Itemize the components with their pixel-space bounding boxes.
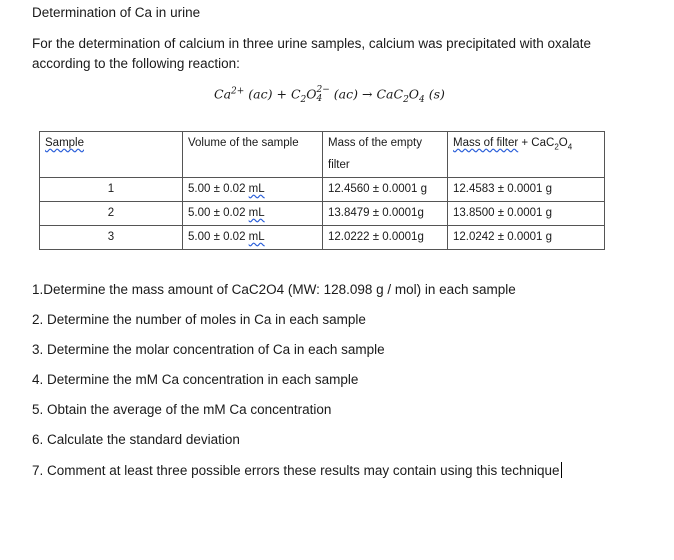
question-4: 4. Determine the mM Ca concentration in each sample [32, 372, 359, 387]
table-row [40, 202, 605, 226]
table-row [40, 178, 605, 202]
product-sub-c: 2 [403, 95, 409, 105]
oxalate-sub-c: 2 [300, 95, 307, 105]
text-cursor [561, 462, 562, 478]
table-header-row [40, 132, 605, 178]
question-2: 2. Determine the number of moles in Ca in each sample [32, 312, 366, 327]
cell-volume-value: 5.00 ± 0.02 [188, 207, 246, 219]
header-mass-filter-prefix: Mass of filter [453, 137, 519, 149]
product-state: (s) [428, 86, 445, 102]
oxalate-sub-o: 4 [316, 94, 323, 104]
intro-paragraph [32, 34, 632, 74]
question-1: 1.Determine the mass amount of CaC2O4 (MW: 128.098 g / mol) in each sample [32, 282, 516, 297]
header-sample [40, 132, 183, 178]
oxalate-charge: 2− [316, 85, 330, 95]
product-o: O [408, 86, 420, 102]
header-mass-empty-line1: Mass of the empty [328, 137, 422, 149]
intro-line-1: For the determination of calcium in three urine samples, calcium was precipitated with oxalate [32, 36, 592, 51]
cell-mass-filter: 12.0242 ± 0.0001 g [448, 226, 605, 250]
header-mass-filter [448, 132, 605, 178]
cell-mass-empty [323, 202, 448, 226]
header-mass-empty [323, 132, 448, 178]
question-3: 3. Determine the molar concentration of Ca in each sample [32, 342, 385, 357]
calcium-charge: 2+ [231, 86, 245, 97]
oxalate-c: C [290, 86, 301, 102]
cell-volume [183, 226, 323, 250]
product-cac: CaC [376, 86, 404, 102]
header-volume [183, 132, 323, 178]
cell-mass-empty-text: 12.0222 ± 0.0001g [328, 231, 424, 243]
cell-mass-empty-text: 13.8479 ± 0.0001g [328, 207, 424, 219]
header-mass-empty-line2: filter [328, 159, 350, 171]
oxalate-o: O [306, 86, 317, 102]
table-row [40, 226, 605, 250]
cell-volume-unit: mL [248, 183, 265, 195]
cell-volume [183, 202, 323, 226]
header-mass-filter-o: O [558, 137, 568, 149]
cell-mass-empty [323, 226, 448, 250]
plus-sign: + [276, 86, 287, 102]
document-title: Determination of Ca in urine [32, 5, 201, 20]
header-volume-label: Volume of the sample [188, 137, 299, 149]
cell-volume-unit: mL [248, 231, 265, 243]
cell-volume-value: 5.00 ± 0.02 [188, 183, 246, 195]
intro-line-2: according to the following reaction: [32, 56, 240, 71]
cell-mass-filter: 12.4583 ± 0.0001 g [448, 178, 605, 202]
cell-volume-unit: mL [248, 207, 265, 219]
header-mass-filter-suffix: + CaC [521, 137, 555, 149]
reaction-equation [214, 86, 445, 105]
header-mass-filter-sub1: 2 [554, 142, 559, 152]
question-7: 7. Comment at least three possible errors these results may contain using this technique [32, 463, 560, 478]
cell-volume-value: 5.00 ± 0.02 [188, 231, 246, 243]
question-5: 5. Obtain the average of the mM Ca concentration [32, 402, 332, 417]
oxalate-state: (ac) [333, 86, 359, 102]
reaction-arrow: → [362, 86, 373, 102]
header-mass-filter-sub2: 4 [567, 142, 573, 152]
data-table [39, 131, 605, 250]
cell-sample: 3 [40, 226, 183, 250]
header-sample-label: Sample [45, 137, 84, 149]
cell-mass-empty: 12.4560 ± 0.0001 g [323, 178, 448, 202]
question-6: 6. Calculate the standard deviation [32, 432, 240, 447]
cell-volume [183, 178, 323, 202]
cell-mass-filter: 13.8500 ± 0.0001 g [448, 202, 605, 226]
product-sub-o: 4 [419, 95, 425, 105]
calcium-state: (ac) [248, 86, 273, 102]
question-7-container[interactable] [32, 462, 562, 478]
reactant-calcium: Ca [214, 86, 232, 102]
cell-sample: 2 [40, 202, 183, 226]
cell-sample: 1 [40, 178, 183, 202]
